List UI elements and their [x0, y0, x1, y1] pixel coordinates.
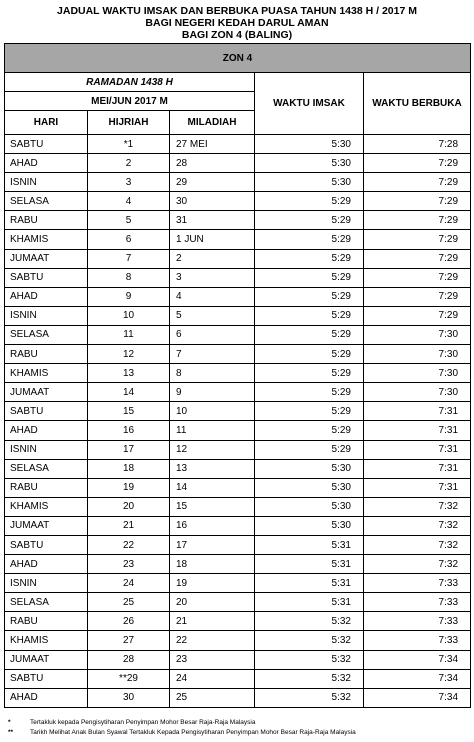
table-row: [5, 154, 471, 173]
cell-hari: ISNIN: [5, 440, 88, 459]
cell-imsak: 5:29: [255, 325, 364, 344]
col-hari-header: HARI: [5, 111, 88, 135]
table-row: [5, 440, 471, 459]
table-row: [5, 650, 471, 669]
table-row: [5, 497, 471, 516]
header-state: BAGI NEGERI KEDAH DARUL AMAN: [145, 17, 329, 29]
cell-imsak: 5:29: [255, 211, 364, 230]
cell-miladiah: 29: [170, 173, 255, 192]
table-row: [5, 574, 471, 593]
cell-imsak: 5:31: [255, 535, 364, 554]
cell-miladiah: 14: [170, 478, 255, 497]
table-row: [5, 421, 471, 440]
cell-hari: JUMAAT: [5, 516, 88, 535]
cell-hijriah: 2: [88, 154, 170, 173]
cell-imsak: 5:29: [255, 383, 364, 402]
cell-imsak: 5:30: [255, 173, 364, 192]
table-row: [5, 478, 471, 497]
cell-miladiah: 8: [170, 364, 255, 383]
cell-hijriah: 28: [88, 650, 170, 669]
cell-hijriah: 10: [88, 306, 170, 325]
table-row: [5, 535, 471, 554]
cell-imsak: 5:31: [255, 593, 364, 612]
cell-hari: KHAMIS: [5, 364, 88, 383]
cell-imsak: 5:29: [255, 268, 364, 287]
cell-hari: SABTU: [5, 669, 88, 688]
cell-imsak: 5:32: [255, 612, 364, 631]
table-row: [5, 459, 471, 478]
cell-imsak: 5:29: [255, 402, 364, 421]
header-row-1: [5, 73, 471, 92]
cell-berbuka: 7:32: [364, 555, 471, 574]
cell-imsak: 5:30: [255, 478, 364, 497]
cell-imsak: 5:29: [255, 440, 364, 459]
cell-hijriah: 8: [88, 268, 170, 287]
cell-imsak: 5:29: [255, 230, 364, 249]
cell-hari: SABTU: [5, 535, 88, 554]
cell-imsak: 5:29: [255, 306, 364, 325]
cell-miladiah: 10: [170, 402, 255, 421]
cell-miladiah: 24: [170, 669, 255, 688]
cell-berbuka: 7:34: [364, 688, 471, 707]
cell-imsak: 5:29: [255, 287, 364, 306]
cell-imsak: 5:29: [255, 421, 364, 440]
cell-imsak: 5:32: [255, 688, 364, 707]
cell-berbuka: 7:33: [364, 593, 471, 612]
footnote-text: Tarikh Melihat Anak Bulan Syawal Tertakluk Kepada Pengisytiharan Penyimpan Mohor Besar Raja-Raja Malaysia: [30, 728, 356, 736]
cell-berbuka: 7:29: [364, 192, 471, 211]
cell-hari: SABTU: [5, 135, 88, 154]
footnote-2: [8, 728, 474, 738]
cell-berbuka: 7:29: [364, 287, 471, 306]
cell-berbuka: 7:32: [364, 497, 471, 516]
cell-miladiah: 15: [170, 497, 255, 516]
cell-hari: SELASA: [5, 593, 88, 612]
cell-hijriah: **29: [88, 669, 170, 688]
cell-miladiah: 19: [170, 574, 255, 593]
cell-miladiah: 16: [170, 516, 255, 535]
cell-hijriah: 20: [88, 497, 170, 516]
header-zone: BAGI ZON 4 (BALING): [181, 29, 293, 41]
footnote-1: [8, 718, 474, 728]
cell-berbuka: 7:33: [364, 612, 471, 631]
cell-berbuka: 7:31: [364, 402, 471, 421]
cell-hari: JUMAAT: [5, 249, 88, 268]
cell-hari: ISNIN: [5, 173, 88, 192]
cell-hari: KHAMIS: [5, 631, 88, 650]
cell-miladiah: 13: [170, 459, 255, 478]
cell-hijriah: 14: [88, 383, 170, 402]
cell-hari: RABU: [5, 478, 88, 497]
footnote-marker: *: [8, 718, 11, 726]
cell-hari: SELASA: [5, 459, 88, 478]
cell-miladiah: 4: [170, 287, 255, 306]
cell-hijriah: 4: [88, 192, 170, 211]
cell-hari: AHAD: [5, 154, 88, 173]
cell-imsak: 5:32: [255, 650, 364, 669]
cell-hari: ISNIN: [5, 574, 88, 593]
table-row: [5, 688, 471, 707]
cell-berbuka: 7:32: [364, 535, 471, 554]
cell-hijriah: 6: [88, 230, 170, 249]
cell-miladiah: 23: [170, 650, 255, 669]
cell-hari: SABTU: [5, 268, 88, 287]
cell-berbuka: 7:29: [364, 211, 471, 230]
schedule-table: [4, 43, 471, 708]
cell-hari: RABU: [5, 345, 88, 364]
cell-miladiah: 31: [170, 211, 255, 230]
cell-berbuka: 7:31: [364, 478, 471, 497]
cell-hari: JUMAAT: [5, 650, 88, 669]
table-row: [5, 364, 471, 383]
cell-imsak: 5:30: [255, 459, 364, 478]
cell-miladiah: 1 JUN: [170, 230, 255, 249]
cell-imsak: 5:29: [255, 192, 364, 211]
cell-berbuka: 7:31: [364, 459, 471, 478]
cell-imsak: 5:29: [255, 249, 364, 268]
cell-hijriah: 17: [88, 440, 170, 459]
cell-hari: SELASA: [5, 192, 88, 211]
cell-miladiah: 7: [170, 345, 255, 364]
table-row: [5, 631, 471, 650]
table-row: [5, 325, 471, 344]
cell-miladiah: 27 MEI: [170, 135, 255, 154]
cell-berbuka: 7:31: [364, 421, 471, 440]
cell-hijriah: 5: [88, 211, 170, 230]
cell-imsak: 5:31: [255, 555, 364, 574]
cell-miladiah: 5: [170, 306, 255, 325]
cell-miladiah: 6: [170, 325, 255, 344]
cell-hari: SABTU: [5, 402, 88, 421]
cell-miladiah: 20: [170, 593, 255, 612]
cell-imsak: 5:30: [255, 516, 364, 535]
cell-hari: AHAD: [5, 287, 88, 306]
cell-hijriah: 15: [88, 402, 170, 421]
cell-hari: RABU: [5, 612, 88, 631]
cell-hijriah: 22: [88, 535, 170, 554]
table-row: [5, 345, 471, 364]
cell-hijriah: 3: [88, 173, 170, 192]
cell-berbuka: 7:29: [364, 173, 471, 192]
cell-hari: AHAD: [5, 688, 88, 707]
cell-berbuka: 7:34: [364, 650, 471, 669]
ramadan-label: RAMADAN 1438 H: [5, 73, 255, 92]
cell-berbuka: 7:30: [364, 364, 471, 383]
cell-hijriah: *1: [88, 135, 170, 154]
cell-berbuka: 7:28: [364, 135, 471, 154]
col-hijriah-header: HIJRIAH: [88, 111, 170, 135]
cell-hari: AHAD: [5, 555, 88, 574]
cell-hijriah: 25: [88, 593, 170, 612]
cell-imsak: 5:32: [255, 631, 364, 650]
cell-berbuka: 7:33: [364, 574, 471, 593]
table-row: [5, 402, 471, 421]
col-miladiah-header: MILADIAH: [170, 111, 255, 135]
cell-hari: SELASA: [5, 325, 88, 344]
cell-hari: KHAMIS: [5, 230, 88, 249]
cell-hijriah: 27: [88, 631, 170, 650]
cell-berbuka: 7:29: [364, 249, 471, 268]
cell-hijriah: 18: [88, 459, 170, 478]
table-row: [5, 192, 471, 211]
cell-hijriah: 9: [88, 287, 170, 306]
header-title: JADUAL WAKTU IMSAK DAN BERBUKA PUASA TAHUN 1438 H / 2017 M: [57, 5, 417, 17]
cell-berbuka: 7:29: [364, 268, 471, 287]
cell-hijriah: 16: [88, 421, 170, 440]
cell-berbuka: 7:32: [364, 516, 471, 535]
cell-berbuka: 7:30: [364, 325, 471, 344]
cell-berbuka: 7:30: [364, 383, 471, 402]
footnote-marker: **: [8, 728, 14, 736]
cell-hijriah: 7: [88, 249, 170, 268]
footnote-text: Tertakluk kepada Pengisytiharan Penyimpan Mohor Besar Raja-Raja Malaysia: [30, 718, 256, 726]
cell-miladiah: 30: [170, 192, 255, 211]
cell-imsak: 5:30: [255, 135, 364, 154]
cell-miladiah: 22: [170, 631, 255, 650]
cell-hijriah: 23: [88, 555, 170, 574]
cell-miladiah: 17: [170, 535, 255, 554]
col-berbuka-header: WAKTU BERBUKA: [364, 73, 471, 135]
cell-hijriah: 21: [88, 516, 170, 535]
table-row: [5, 383, 471, 402]
cell-imsak: 5:29: [255, 364, 364, 383]
cell-miladiah: 2: [170, 249, 255, 268]
table-row: [5, 516, 471, 535]
cell-berbuka: 7:30: [364, 345, 471, 364]
table-row: [5, 306, 471, 325]
table-row: [5, 249, 471, 268]
cell-miladiah: 18: [170, 555, 255, 574]
footnotes: [8, 718, 474, 738]
table-row: [5, 135, 471, 154]
zone-row: [5, 44, 471, 73]
cell-berbuka: 7:34: [364, 669, 471, 688]
cell-miladiah: 9: [170, 383, 255, 402]
cell-hijriah: 19: [88, 478, 170, 497]
table-row: [5, 669, 471, 688]
cell-berbuka: 7:29: [364, 154, 471, 173]
table-row: [5, 555, 471, 574]
cell-hari: RABU: [5, 211, 88, 230]
table-row: [5, 268, 471, 287]
month-label: MEI/JUN 2017 M: [5, 92, 255, 111]
table-row: [5, 593, 471, 612]
cell-miladiah: 28: [170, 154, 255, 173]
cell-miladiah: 21: [170, 612, 255, 631]
cell-berbuka: 7:33: [364, 631, 471, 650]
cell-hijriah: 13: [88, 364, 170, 383]
cell-miladiah: 3: [170, 268, 255, 287]
col-imsak-header: WAKTU IMSAK: [255, 73, 364, 135]
table-row: [5, 211, 471, 230]
cell-imsak: 5:29: [255, 345, 364, 364]
cell-miladiah: 25: [170, 688, 255, 707]
cell-imsak: 5:31: [255, 574, 364, 593]
table-row: [5, 230, 471, 249]
table-row: [5, 173, 471, 192]
zone-label: ZON 4: [5, 44, 471, 73]
cell-berbuka: 7:31: [364, 440, 471, 459]
cell-hari: AHAD: [5, 421, 88, 440]
table-row: [5, 612, 471, 631]
cell-imsak: 5:32: [255, 669, 364, 688]
cell-imsak: 5:30: [255, 497, 364, 516]
cell-imsak: 5:30: [255, 154, 364, 173]
cell-hijriah: 24: [88, 574, 170, 593]
document-header: [0, 0, 474, 43]
cell-hijriah: 30: [88, 688, 170, 707]
cell-hijriah: 26: [88, 612, 170, 631]
cell-hari: JUMAAT: [5, 383, 88, 402]
cell-hari: ISNIN: [5, 306, 88, 325]
cell-berbuka: 7:29: [364, 230, 471, 249]
cell-miladiah: 11: [170, 421, 255, 440]
cell-hijriah: 11: [88, 325, 170, 344]
cell-hijriah: 12: [88, 345, 170, 364]
cell-miladiah: 12: [170, 440, 255, 459]
cell-hari: KHAMIS: [5, 497, 88, 516]
table-row: [5, 287, 471, 306]
cell-berbuka: 7:29: [364, 306, 471, 325]
